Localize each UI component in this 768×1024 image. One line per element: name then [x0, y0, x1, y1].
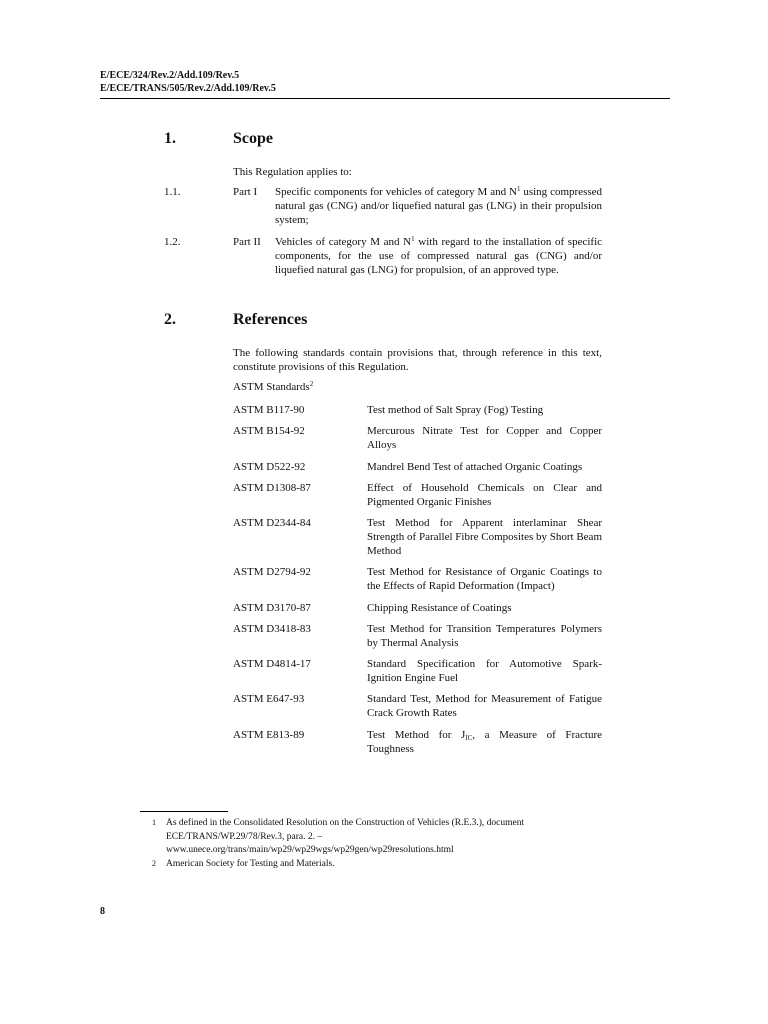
footnote-2-number: 2 — [152, 859, 156, 868]
standard-title: Standard Test, Method for Measurement of Fatigue Crack Growth Rates — [367, 693, 602, 720]
item-1-2-number: 1.2. — [164, 236, 181, 248]
standard-title: Test method of Salt Spray (Fog) Testing — [367, 404, 544, 416]
standard-code: ASTM B117-90 — [233, 404, 305, 416]
standard-code: ASTM D522-92 — [233, 461, 306, 473]
document-symbol-line-1: E/ECE/324/Rev.2/Add.109/Rev.5 — [100, 70, 240, 81]
scope-intro: This Regulation applies to: — [233, 166, 352, 178]
astm-standards-label: ASTM Standards$^2$ — [233, 380, 314, 393]
standard-code: ASTM D2794-92 — [233, 566, 311, 578]
standard-code: ASTM D2344-84 — [233, 517, 311, 529]
header-rule — [100, 98, 670, 99]
footnote-1-text: As defined in the Consolidated Resolution on the Construction of Vehicles (R.E.3.), document ECE/TRANS/WP.29/78/Rev.3, para. 2. – www.unece.org/trans/main/wp29/wp29wgs/wp29gen/wp29resolutions.html — [166, 818, 525, 856]
item-1-1-number: 1.1. — [164, 186, 181, 198]
standard-code: ASTM E647-93 — [233, 693, 305, 705]
standard-code: ASTM B154-92 — [233, 425, 305, 437]
standard-title: Mercurous Nitrate Test for Copper and Copper Alloys — [367, 425, 602, 452]
footnote-2-text: American Society for Testing and Materials. — [166, 859, 335, 869]
footnote-1-number: 1 — [152, 818, 156, 827]
section-1-number: 1. — [164, 130, 176, 147]
item-1-1-text: Specific components for vehicles of category M and $N^1$ using compressed natural gas (CNG) and/or liquefied natural gas (LNG) in their propulsion system; — [275, 185, 603, 227]
section-1-title: Scope — [233, 130, 273, 147]
document-symbol-line-2: E/ECE/TRANS/505/Rev.2/Add.109/Rev.5 — [100, 83, 276, 94]
footnote-rule — [140, 811, 228, 812]
document-symbol-header — [100, 69, 276, 95]
section-2-number: 2. — [164, 311, 176, 328]
section-2-title: References — [233, 311, 308, 328]
standard-title: Test Method for Apparent interlaminar Shear Strength of Parallel Fibre Composites by Short Beam Method — [367, 517, 602, 558]
item-1-2-text: Vehicles of category M and $N^1$ with regard to the installation of specific components, for the use of compressed natural gas (CNG) and/or liquefied natural gas (LNG) for propulsion, of an approved type. — [275, 235, 603, 277]
standard-title: Test Method for Transition Temperatures Polymers by Thermal Analysis — [367, 623, 602, 650]
standard-title: Effect of Household Chemicals on Clear and Pigmented Organic Finishes — [367, 482, 602, 509]
standard-title: Standard Specification for Automotive Spark-Ignition Engine Fuel — [367, 658, 602, 685]
standard-code: ASTM D1308-87 — [233, 482, 311, 494]
standard-code: ASTM D3418-83 — [233, 623, 311, 635]
references-intro: The following standards contain provisions that, through reference in this text, constitute provisions of this Regulation. — [233, 347, 602, 374]
standard-code: ASTM D4814-17 — [233, 658, 311, 670]
item-1-2-part: Part II — [233, 236, 261, 248]
standard-title: Chipping Resistance of Coatings — [367, 602, 512, 614]
page-number: 8 — [100, 906, 105, 917]
standard-title: Test Method for Resistance of Organic Coatings to the Effects of Rapid Deformation (Impact) — [367, 566, 602, 593]
standard-code: ASTM D3170-87 — [233, 602, 311, 614]
footnote-ref-2: 2 — [309, 380, 314, 388]
item-1-1-part: Part I — [233, 186, 258, 198]
standard-title: Test Method for $J_{IC}$, a Measure of Fracture Toughness — [367, 729, 602, 756]
footnote-ref-1: 1 — [516, 185, 521, 193]
footnote-ref-1b: 1 — [411, 235, 415, 243]
standard-code: ASTM E813-89 — [233, 729, 305, 741]
standard-title: Mandrel Bend Test of attached Organic Coatings — [367, 461, 583, 473]
